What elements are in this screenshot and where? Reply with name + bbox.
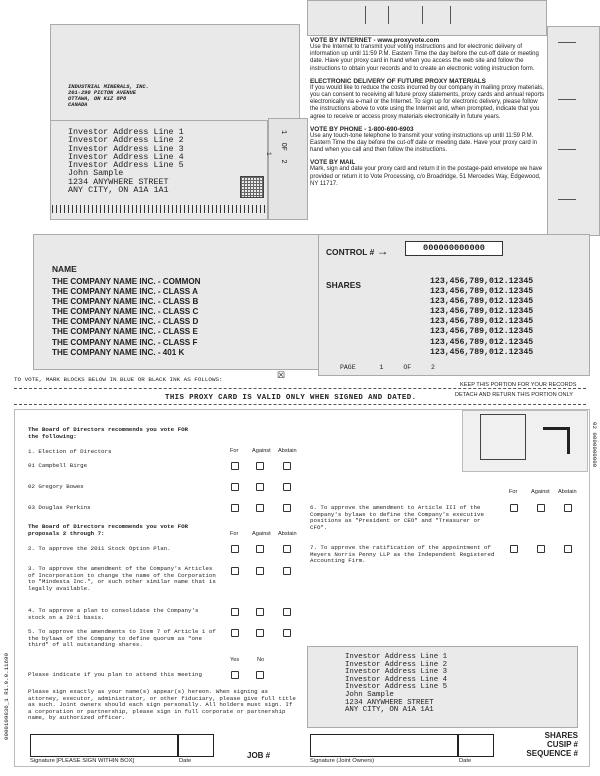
col-for-2: For: [230, 531, 239, 537]
company-line: THE COMPANY NAME INC. - CLASS D: [52, 317, 199, 327]
investor-address-bottom: Investor Address Line 1 Investor Address Line 2 Investor Address Line 3 Investor Address Line 4 Investor Address Line 5 John Sample 1234 ANYWHERE STREET ANY CITY, ON A1A 1A1: [345, 653, 448, 715]
mail-heading: VOTE BY MAIL: [310, 159, 356, 167]
keep-portion-text: KEEP THIS PORTION FOR YOUR RECORDS: [460, 382, 577, 388]
col-no: No: [257, 657, 265, 663]
mark-symbol: ☒: [277, 370, 286, 380]
side-code-left: 0000109836_1 R1.0.0.11699: [3, 653, 10, 740]
company-line: THE COMPANY NAME INC. - CLASS F: [52, 337, 198, 347]
col-against-3: Against: [531, 489, 550, 495]
director-1-abstain[interactable]: [283, 462, 291, 470]
proposal-3-against[interactable]: [256, 567, 264, 575]
director-3-for[interactable]: [231, 504, 239, 512]
director-3-abstain[interactable]: [283, 504, 291, 512]
proposal-2-for[interactable]: [231, 545, 239, 553]
page-count-stub: [268, 118, 308, 220]
proposal-2-against[interactable]: [256, 545, 264, 553]
col-yes: Yes: [230, 657, 240, 663]
edelivery-heading: ELECTRONIC DELIVERY OF FUTURE PROXY MATERIALS: [310, 77, 486, 85]
proposal-5-for[interactable]: [231, 629, 239, 637]
phone-body: Use any touch-tone telephone to transmit your voting instructions up until 11:59 P.M. Eastern Time the day before the cut-off date or meeting date. Have your proxy card in hand when you call and then follow the instructions.: [310, 132, 538, 154]
internet-body: Use the Internet to transmit your voting instructions and for electronic delivery of information up until 11:59 P.M. Eastern Time the day before the cut-off date or meeting date. Have your proxy card in hand when you access the web site and follow the instructions to obtain your records and to create an electronic voting instruction form.: [310, 44, 539, 72]
col-against: Against: [252, 448, 271, 454]
proposal-2-abstain[interactable]: [283, 545, 291, 553]
corner-box: [480, 414, 526, 460]
board-rec-1: The Board of Directors recommends you vote FOR the following:: [28, 426, 189, 440]
col-for-3: For: [509, 489, 518, 495]
control-arrow: →: [376, 244, 389, 258]
proposal-6-against[interactable]: [537, 504, 545, 512]
company-line: THE COMPANY NAME INC. - CLASS A: [52, 287, 198, 297]
mark-instruction: TO VOTE, MARK BLOCKS BELOW IN BLUE OR BLACK INK AS FOLLOWS:: [14, 376, 223, 383]
col-abstain-3: Abstain: [558, 489, 577, 495]
proposal-3: 3. To approve the amendment of the Company's Articles of Incorporation to change the name of the Corporation to "Mindesta Inc.", or such other similar name that is legally available.: [28, 565, 216, 592]
proposal-4: 4. To approve a plan to consolidate the Company's stock on a 20:1 basis.: [28, 607, 199, 621]
attend-yes[interactable]: [231, 671, 239, 679]
side-page-num: 1: [265, 152, 272, 156]
director-3-against[interactable]: [256, 504, 264, 512]
company-line: THE COMPANY NAME INC. - 401 K: [52, 347, 185, 357]
director-2: 02 Gregory Bowes: [28, 483, 84, 490]
edelivery-body: If you would like to reduce the costs incurred by our company in mailing proxy materials, you can consent to receiving all future proxy statements, proxy cards and annual reports electronically via e-mail or the Internet. To sign up for electronic delivery, please follow the instructions above to vote using the Internet and, when prompted, indicate that you agree to receive or access proxy materials electronically in future years.: [310, 84, 545, 120]
director-2-for[interactable]: [231, 483, 239, 491]
joint-signature-label: Signature (Joint Owners): [310, 758, 375, 764]
proposal-3-for[interactable]: [231, 567, 239, 575]
page-indicator: PAGE 1 OF 2: [340, 364, 435, 371]
detach-line-2: [14, 404, 586, 405]
attend-text: Please indicate if you plan to attend this meeting: [28, 671, 202, 678]
company-line: THE COMPANY NAME INC. - CLASS B: [52, 297, 199, 307]
sign-instructions: Please sign exactly as your name(s) appear(s) hereon. When signing as attorney, executor, administrator, or other fiduciary, please give full title as such. Joint owners should each sign personally. All holders must sign. If a corporation or partnership, please sign in full corporate or partnership name, by authorized officer.: [28, 688, 296, 722]
proposal-2: 2. To approve the 2011 Stock Option Plan.: [28, 545, 171, 552]
joint-signature-box[interactable]: [310, 734, 458, 757]
grid-box: [240, 176, 264, 198]
signature-date-label: Date: [179, 758, 192, 764]
election-heading: 1. Election of Directors: [28, 448, 112, 455]
name-label: NAME: [52, 264, 77, 274]
corner-mark: [543, 427, 570, 454]
detach-line-1: [14, 388, 586, 389]
proposal-6-for[interactable]: [510, 504, 518, 512]
side-page-label: 1 OF 2: [279, 130, 287, 164]
col-against-2: Against: [252, 531, 271, 537]
director-1-for[interactable]: [231, 462, 239, 470]
joint-date-label: Date: [459, 758, 472, 764]
shares-label: SHARES: [326, 280, 361, 290]
proposal-7: 7. To approve the ratification of the appointment of Meyers Norris Penny LLP as the Independent Registered Accounting Firm.: [310, 544, 495, 565]
right-edge-stub: [547, 26, 600, 236]
proposal-7-for[interactable]: [510, 545, 518, 553]
side-code-right: 02 0000000000: [591, 422, 598, 468]
director-2-against[interactable]: [256, 483, 264, 491]
director-1-against[interactable]: [256, 462, 264, 470]
board-rec-2: The Board of Directors recommends you vote FOR proposals 2 through 7:: [28, 523, 189, 537]
valid-card-text: THIS PROXY CARD IS VALID ONLY WHEN SIGNED AND DATED.: [165, 394, 417, 402]
proposal-3-abstain[interactable]: [283, 567, 291, 575]
proposal-5-abstain[interactable]: [283, 629, 291, 637]
internet-heading: VOTE BY INTERNET - www.proxyvote.com: [310, 37, 440, 44]
proposal-5: 5. To approve the amendments to Item 7 of Article 1 of the bylaws of the Company to define quorum as "one third" of all outstanding shares.: [28, 628, 216, 649]
proposal-4-abstain[interactable]: [283, 608, 291, 616]
company-line: THE COMPANY NAME INC. - COMMON: [52, 277, 201, 286]
company-address: INDUSTRIAL MINERALS, INC. 201-290 PICTON AVENUE OTTAWA, ON K1Z 8P8 CANADA: [68, 84, 149, 108]
company-line: THE COMPANY NAME INC. - CLASS C: [52, 307, 199, 317]
col-abstain-2: Abstain: [278, 531, 297, 537]
proposal-5-against[interactable]: [256, 629, 264, 637]
signature-box[interactable]: [30, 734, 178, 757]
postal-barcode: [52, 205, 267, 213]
proposal-4-for[interactable]: [231, 608, 239, 616]
joint-date-box[interactable]: [458, 734, 494, 757]
col-abstain: Abstain: [278, 448, 297, 454]
control-label: CONTROL # →: [326, 244, 389, 258]
control-number: 000000000000: [405, 241, 503, 256]
proposal-6-abstain[interactable]: [564, 504, 572, 512]
phone-heading: VOTE BY PHONE - 1-800-690-6903: [310, 125, 414, 133]
investor-address-top: Investor Address Line 1 Investor Address Line 2 Investor Address Line 3 Investor Address Line 4 Investor Address Line 5 John Sample 1234 ANYWHERE STREET ANY CITY, ON A1A 1A1: [68, 127, 184, 196]
director-1: 01 Campbell Birge: [28, 462, 88, 469]
proposal-7-abstain[interactable]: [564, 545, 572, 553]
director-3: 03 Douglas Perkins: [28, 504, 91, 511]
signature-date-box[interactable]: [178, 734, 214, 757]
proposal-4-against[interactable]: [256, 608, 264, 616]
mail-body: Mark, sign and date your proxy card and return it in the postage-paid envelope we have provided or return it to Vote Processing, c/o Broadridge, 51 Mercedes Way, Edgewood, NY 11717.: [310, 166, 543, 187]
company-line: THE COMPANY NAME INC. - CLASS E: [52, 327, 198, 337]
voting-instructions: [310, 37, 545, 188]
attend-no[interactable]: [256, 671, 264, 679]
share-values: 123,456,789,012.12345 123,456,789,012.12345 123,456,789,012.12345 123,456,789,012.12345 123,456,789,012.12345 123,456,789,012.12345 123,456,789,012.12345 123,456,789,012.12345: [430, 277, 534, 357]
detach-portion-text: DETACH AND RETURN THIS PORTION ONLY: [455, 392, 573, 398]
proposal-6: 6. To approve the amendment to Article III of the Company's bylaws to define the Company's executive positions as "President or CEO" and "Treasurer or CFO".: [310, 504, 484, 531]
director-2-abstain[interactable]: [283, 483, 291, 491]
barcode-lines-top: [360, 6, 510, 24]
job-label: JOB #: [247, 751, 271, 760]
proposal-7-against[interactable]: [537, 545, 545, 553]
col-for: For: [230, 448, 239, 454]
company-list: [52, 277, 201, 358]
signature-label: Signature [PLEASE SIGN WITHIN BOX]: [30, 758, 135, 764]
shares-footer: SHARES CUSIP # SEQUENCE #: [526, 731, 578, 758]
